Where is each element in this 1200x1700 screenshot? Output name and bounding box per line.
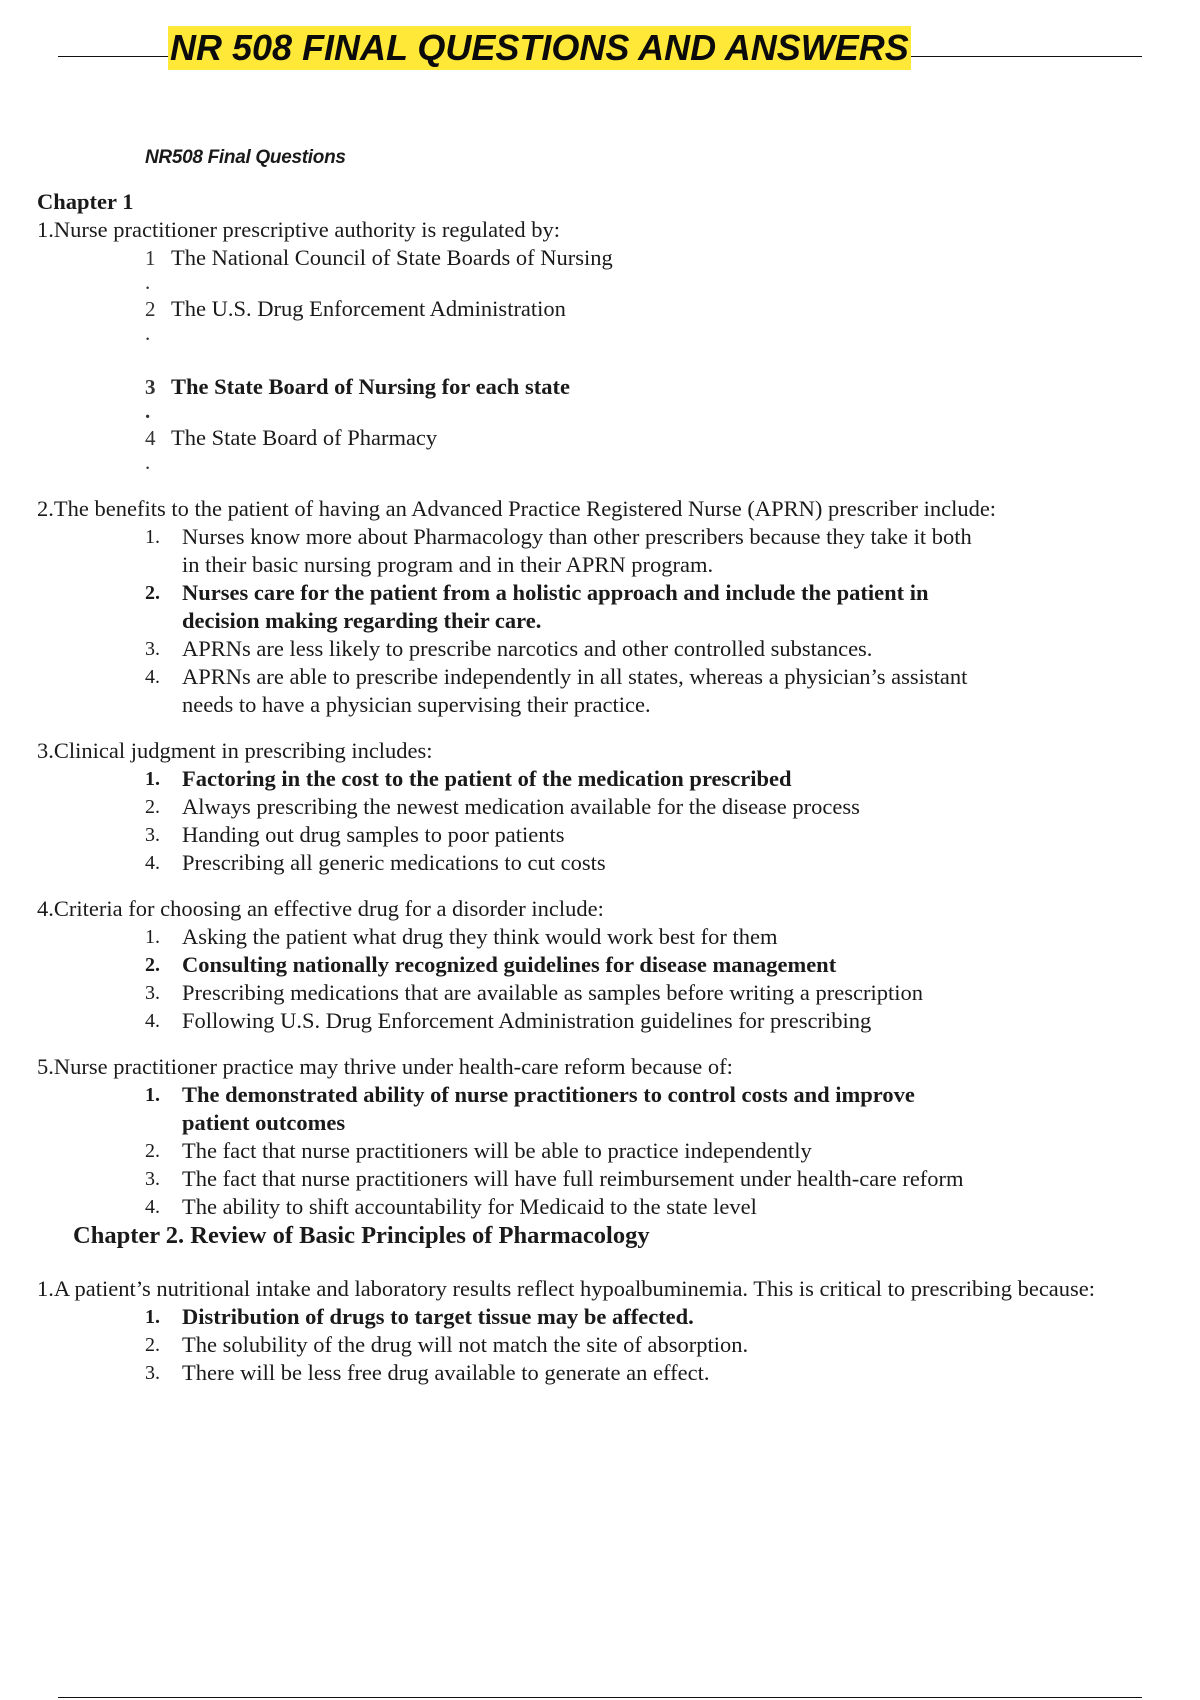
option-text: Nurses know more about Pharmacology than other prescribers because they take it both in their basic nursing program and in their APRN program. (182, 524, 972, 577)
answer-option-correct (145, 765, 1147, 793)
option-number: 1. (145, 926, 160, 948)
document-title: NR 508 FINAL QUESTIONS AND ANSWERS (170, 27, 909, 68)
question-block (37, 495, 1147, 719)
option-text: Consulting nationally recognized guidelines for disease management (182, 952, 837, 977)
option-number: 4. (145, 666, 160, 688)
option-number: 3. (145, 638, 160, 660)
option-text: Asking the patient what drug they think would work best for them (182, 924, 778, 949)
answer-options (145, 523, 1147, 719)
option-text: There will be less free drug available to generate an effect. (182, 1360, 710, 1385)
answer-option: 2 . The U.S. Drug Enforcement Administration (145, 296, 566, 345)
option-text: Prescribing medications that are available as samples before writing a prescription (182, 980, 923, 1005)
option-number: 2. (145, 1334, 160, 1356)
question-stem: 1.Nurse practitioner prescriptive authority is regulated by: (37, 217, 560, 242)
chapter-2-heading: Chapter 2. Review of Basic Principles of Pharmacology (73, 1222, 650, 1249)
answer-options (145, 244, 1147, 475)
option-text: The U.S. Drug Enforcement Administration (171, 296, 566, 321)
option-number: 1. (145, 768, 160, 790)
option-text: The State Board of Nursing for each state (171, 374, 570, 399)
answer-options (145, 765, 1147, 877)
option-number: 4. (145, 852, 160, 874)
option-text: The fact that nurse practitioners will be able to practice independently (182, 1138, 812, 1163)
option-number: 2. (145, 796, 160, 818)
option-number: 3. (145, 1362, 160, 1384)
option-number: 4. (145, 1196, 160, 1218)
question-block (37, 737, 1147, 877)
option-text: Distribution of drugs to target tissue may be affected. (182, 1304, 694, 1329)
option-text: APRNs are able to prescribe independently in all states, whereas a physician’s assistant needs to have a physician supervising their practice. (182, 664, 968, 717)
answer-option (145, 979, 1147, 1007)
answer-option (145, 1331, 1147, 1359)
question-stem: 4.Criteria for choosing an effective drug for a disorder include: (37, 896, 604, 921)
answer-option-correct (145, 579, 1147, 635)
option-text: Prescribing all generic medications to cut costs (182, 850, 606, 875)
answer-option-correct: 3 . The State Board of Nursing for each state (145, 374, 570, 423)
question-block (37, 1275, 1147, 1387)
option-text: Following U.S. Drug Enforcement Administration guidelines for prescribing (182, 1008, 872, 1033)
answer-options (145, 1081, 1147, 1221)
option-text: Handing out drug samples to poor patients (182, 822, 565, 847)
answer-options (145, 923, 1147, 1035)
option-text: The ability to shift accountability for Medicaid to the state level (182, 1194, 757, 1219)
answer-options (145, 1303, 1147, 1387)
option-number: 1. (145, 526, 160, 548)
option-number: 2. (145, 582, 160, 604)
option-number: 2. (145, 1140, 160, 1162)
answer-option (145, 635, 1147, 663)
answer-option (145, 793, 1147, 821)
answer-option (145, 1137, 1147, 1165)
question-stem: 3.Clinical judgment in prescribing includes: (37, 738, 433, 763)
question-stem: 1.A patient’s nutritional intake and laboratory results reflect hypoalbuminemia. This is critical to prescribing because: (37, 1276, 1096, 1301)
option-text: Factoring in the cost to the patient of the medication prescribed (182, 766, 792, 791)
option-number: 2 (145, 297, 156, 321)
answer-option (145, 523, 1147, 579)
answer-option-correct (145, 951, 1147, 979)
answer-option (145, 663, 1147, 719)
answer-option (145, 821, 1147, 849)
option-number: 3. (145, 824, 160, 846)
option-text: The State Board of Pharmacy (171, 425, 438, 450)
option-number: 1 (145, 246, 156, 270)
option-number: 3 (145, 375, 156, 399)
answer-option-correct (145, 1303, 1147, 1331)
question-block (37, 216, 1147, 475)
answer-option (145, 1007, 1147, 1035)
answer-option: 4 . The State Board of Pharmacy (145, 425, 438, 474)
option-text: The demonstrated ability of nurse practitioners to control costs and improve patient outcomes (182, 1082, 915, 1135)
option-text: Always prescribing the newest medication available for the disease process (182, 794, 860, 819)
option-number: 3. (145, 1168, 160, 1190)
answer-option (145, 923, 1147, 951)
option-number: 4 (145, 426, 156, 450)
chapter-1-heading: Chapter 1 (37, 189, 134, 214)
option-number: 1. (145, 1306, 160, 1328)
question-block (37, 1053, 1147, 1221)
option-text: The solubility of the drug will not match the site of absorption. (182, 1332, 749, 1357)
answer-option (145, 849, 1147, 877)
option-number: 4. (145, 1010, 160, 1032)
option-text: APRNs are less likely to prescribe narcotics and other controlled substances. (182, 636, 873, 661)
answer-option (145, 1359, 1147, 1387)
answer-option: 1 . The National Council of State Boards of Nursing (145, 245, 613, 294)
answer-option-correct (145, 1081, 1147, 1137)
answer-option (145, 1165, 1147, 1193)
question-block (37, 895, 1147, 1035)
option-number: 3. (145, 982, 160, 1004)
question-stem: 2.The benefits to the patient of having an Advanced Practice Registered Nurse (APRN) prescriber include: (37, 496, 997, 521)
footer-rule (58, 1697, 1142, 1698)
document-subtitle: NR508 Final Questions (145, 147, 346, 168)
option-number: 2. (145, 954, 160, 976)
option-text: The National Council of State Boards of Nursing (171, 245, 613, 270)
document-body (37, 188, 1147, 1405)
option-text: The fact that nurse practitioners will have full reimbursement under health-care reform (182, 1166, 964, 1191)
question-stem: 5.Nurse practitioner practice may thrive under health-care reform because of: (37, 1054, 733, 1079)
option-text: Nurses care for the patient from a holistic approach and include the patient in decision making regarding their care. (182, 580, 929, 633)
answer-option (145, 1193, 1147, 1221)
option-number: 1. (145, 1084, 160, 1106)
